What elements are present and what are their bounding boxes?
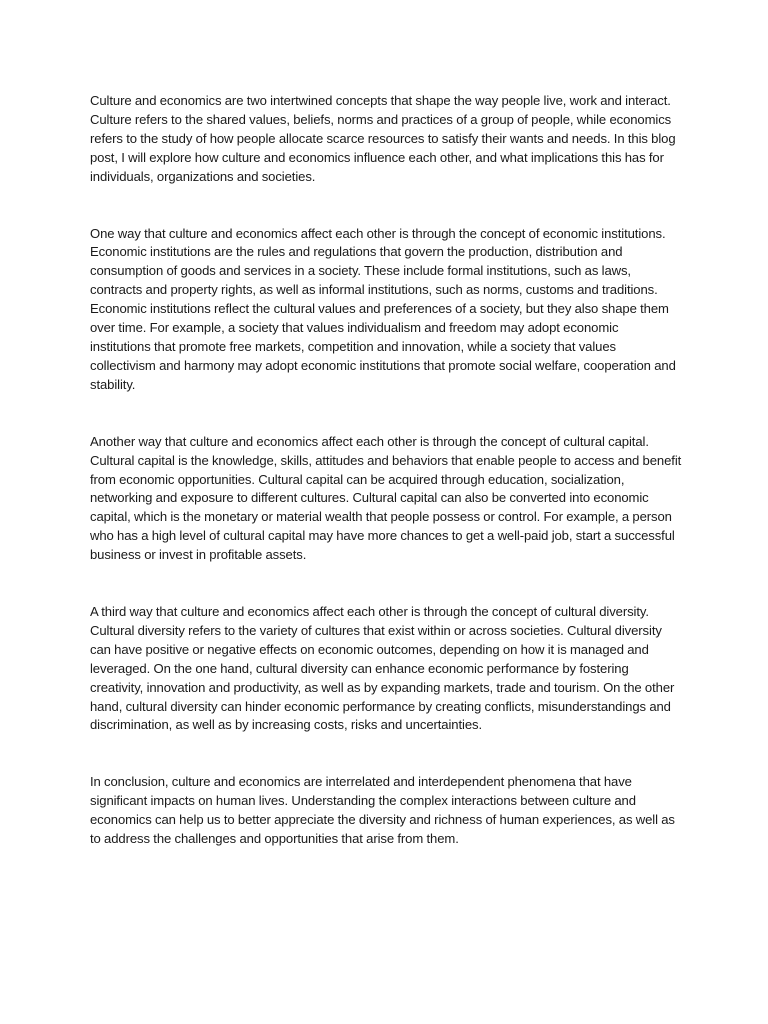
paragraph-conclusion: In conclusion, culture and economics are interrelated and interdependent phenomena that have significant impacts on human lives. Understanding the complex interactions between culture and economics can help us to better appreciate the diversity and richness of human experiences, as well as to address the challenges and opportunities that arise from them. xyxy=(90,774,675,847)
document-body xyxy=(90,92,682,887)
paragraph-economic-institutions: One way that culture and economics affect each other is through the concept of economic institutions. Economic institutions are the rules and regulations that govern the production, distribution and consumption of goods and services in a society. These include formal institutions, such as laws, contracts and property rights, as well as informal institutions, such as norms, customs and traditions. Economic institutions reflect the cultural values and preferences of a society, but they also shape them over time. For example, a society that values individualism and freedom may adopt economic institutions that promote free markets, competition and innovation, while a society that values collectivism and harmony may adopt economic institutions that promote social welfare, cooperation and stability. xyxy=(90,225,676,392)
paragraph-cultural-diversity: A third way that culture and economics affect each other is through the concept of cultural diversity. Cultural diversity refers to the variety of cultures that exist within or across societies. Cultural diversity can have positive or negative effects on economic outcomes, depending on how it is managed and leveraged. On the one hand, cultural diversity can enhance economic performance by fostering creativity, innovation and productivity, as well as by expanding markets, trade and tourism. On the other hand, cultural diversity can hinder economic performance by creating conflicts, misunderstandings and discrimination, as well as by increasing costs, risks and uncertainties. xyxy=(90,604,675,733)
paragraph-cultural-capital: Another way that culture and economics affect each other is through the concept of cultural capital. Cultural capital is the knowledge, skills, attitudes and behaviors that enable people to access and benefit from economic opportunities. Cultural capital can be acquired through education, socialization, networking and exposure to different cultures. Cultural capital can also be converted into economic capital, which is the monetary or material wealth that people possess or control. For example, a person who has a high level of cultural capital may have more chances to get a well-paid job, start a successful business or invest in profitable assets. xyxy=(90,433,682,563)
paragraph-intro: Culture and economics are two intertwined concepts that shape the way people live, work and interact. Culture refers to the shared values, beliefs, norms and practices of a group of people, while economics refers to the study of how people allocate scarce resources to satisfy their wants and needs. In this blog post, I will explore how culture and economics influence each other, and what implications this has for individuals, organizations and societies. xyxy=(90,93,676,184)
